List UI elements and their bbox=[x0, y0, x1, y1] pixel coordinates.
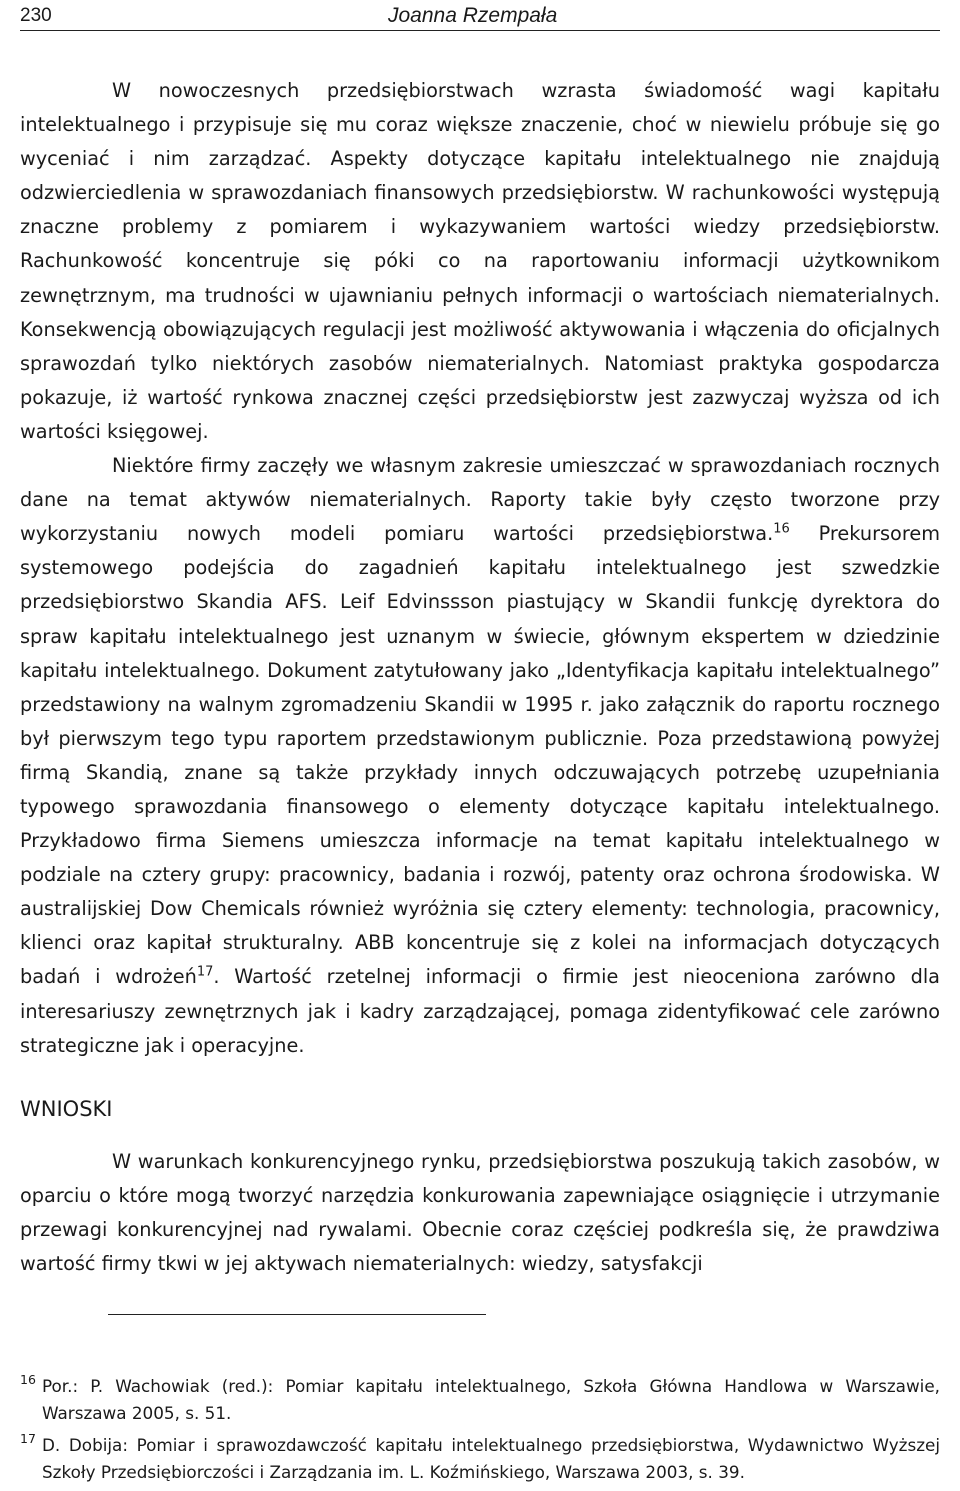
paragraph-1: W nowoczesnych przedsiębiorstwach wzrasta świadomość wagi kapitału intelektualnego i przypisuje się mu coraz większe znaczenie, choć w niewielu próbuje się go wyceniać i nim zarządzać. Aspekty dotyczące kapitału intelektualnego nie znajdują odzwierciedlenia w sprawozdaniach finansowych przedsiębiorstw. W rachunkowości występują znaczne problemy z pomiarem i wykazywaniem wartości wiedzy przedsiębiorstw. Rachunkowość koncentruje się póki co na raportowaniu informacji użytkownikom zewnętrznym, ma trudności w ujawnianiu pełnych informacji o wartościach niematerialnych. Konsekwencją obowiązujących regulacji jest możliwość aktywowania i włączenia do oficjalnych sprawozdań tylko niektórych zasobów niematerialnych. Natomiast praktyka gospodarcza pokazuje, iż wartość rynkowa znacznej części przedsiębiorstw jest zazwyczaj wyższa od ich wartości księgowej. bbox=[20, 79, 940, 443]
footnote-16 bbox=[20, 1373, 940, 1427]
paragraph-2-part-2: Prekursorem systemowego podejścia do zagadnień kapitału intelektualnego jest szwedzkie przedsiębiorstwo Skandia AFS. Leif Edvinssson piastujący w Skandii funkcję dyrektora do spraw kapitału intelektualnego jest uznanym w świecie, głównym ekspertem w dziedzinie kapitału intelektualnego. Dokument zatytułowany jako „Identyfikacja kapitału intelektualnego” przedstawiony na walnym zgromadzeniu Skandii w 1995 r. jako załącznik do raportu rocznego był pierwszym tego typu raportem przedstawionym publicznie. Poza przedstawioną powyżej firmą Skandią, znane są także przykłady innych odczuwających potrzebę uzupełniania typowego sprawozdania finansowego o elementy dotyczące kapitału intelektualnego. Przykładowo firma Siemens umieszcza informacje na temat kapitału intelektualnego w podziale na cztery grupy: pracownicy, badania i rozwój, patenty oraz ochrona środowiska. W australijskiej Dow Chemicals również wyróżnia się cztery elementy: technologia, pracownicy, klienci oraz kapitał strukturalny. ABB koncentruje się z kolei na informacjach dotyczących badań i wdrożeń bbox=[20, 522, 940, 989]
conclusion-paragraph: W warunkach konkurencyjnego rynku, przedsiębiorstwa poszukują takich zasobów, w oparciu o które mogą tworzyć narzędzia konkurowania zapewniające osiągnięcie i utrzymanie przewagi konkurencyjnej nad rywalami. Obecnie coraz częściej podkreśla się, że prawdziwa wartość firmy tkwi w jej aktywach niematerialnych: wiedzy, satysfakcji bbox=[20, 1150, 940, 1276]
footnote-17 bbox=[20, 1432, 940, 1486]
section-heading: WNIOSKI bbox=[20, 1097, 113, 1121]
paragraph-2 bbox=[20, 449, 940, 1063]
footnote-ref-16: 16 bbox=[773, 521, 790, 537]
footnote-separator bbox=[108, 1314, 486, 1315]
footnote-text: Por.: P. Wachowiak (red.): Pomiar kapitału intelektualnego, Szkoła Główna Handlowa w Warszawie, Warszawa 2005, s. 51. bbox=[42, 1376, 940, 1423]
footnote-mark: 16 bbox=[20, 1372, 36, 1387]
paragraph-2-part-1: Niektóre firmy zaczęły we własnym zakresie umieszczać w sprawozdaniach rocznych dane na temat aktywów niematerialnych. Raporty takie były często tworzone przy wykorzystaniu nowych modeli pomiaru wartości przedsiębiorstwa. bbox=[20, 454, 940, 546]
footnotes bbox=[20, 1373, 940, 1491]
running-header-author: Joanna Rzempała bbox=[388, 4, 558, 27]
footnote-ref-17: 17 bbox=[196, 965, 214, 981]
conclusion-body bbox=[20, 1145, 940, 1281]
footnote-text: D. Dobija: Pomiar i sprawozdawczość kapitału intelektualnego przedsiębiorstwa, Wydawnictwo Wyższej Szkoły Przedsiębiorczości i Zarządzania im. L. Koźmińskiego, Warszawa 2003, s. 39. bbox=[42, 1435, 940, 1482]
running-header bbox=[20, 2, 940, 31]
main-body bbox=[20, 74, 940, 1063]
footnote-mark: 17 bbox=[20, 1431, 36, 1446]
paragraph-2-part-3: . Wartość rzetelnej informacji o firmie jest nieoceniona zarówno dla interesariuszy zewnętrznych jak i kadry zarządzającej, pomaga zidentyfikować cele zarówno strategiczne jak i operacyjne. bbox=[20, 965, 940, 1057]
page-number: 230 bbox=[20, 5, 52, 26]
